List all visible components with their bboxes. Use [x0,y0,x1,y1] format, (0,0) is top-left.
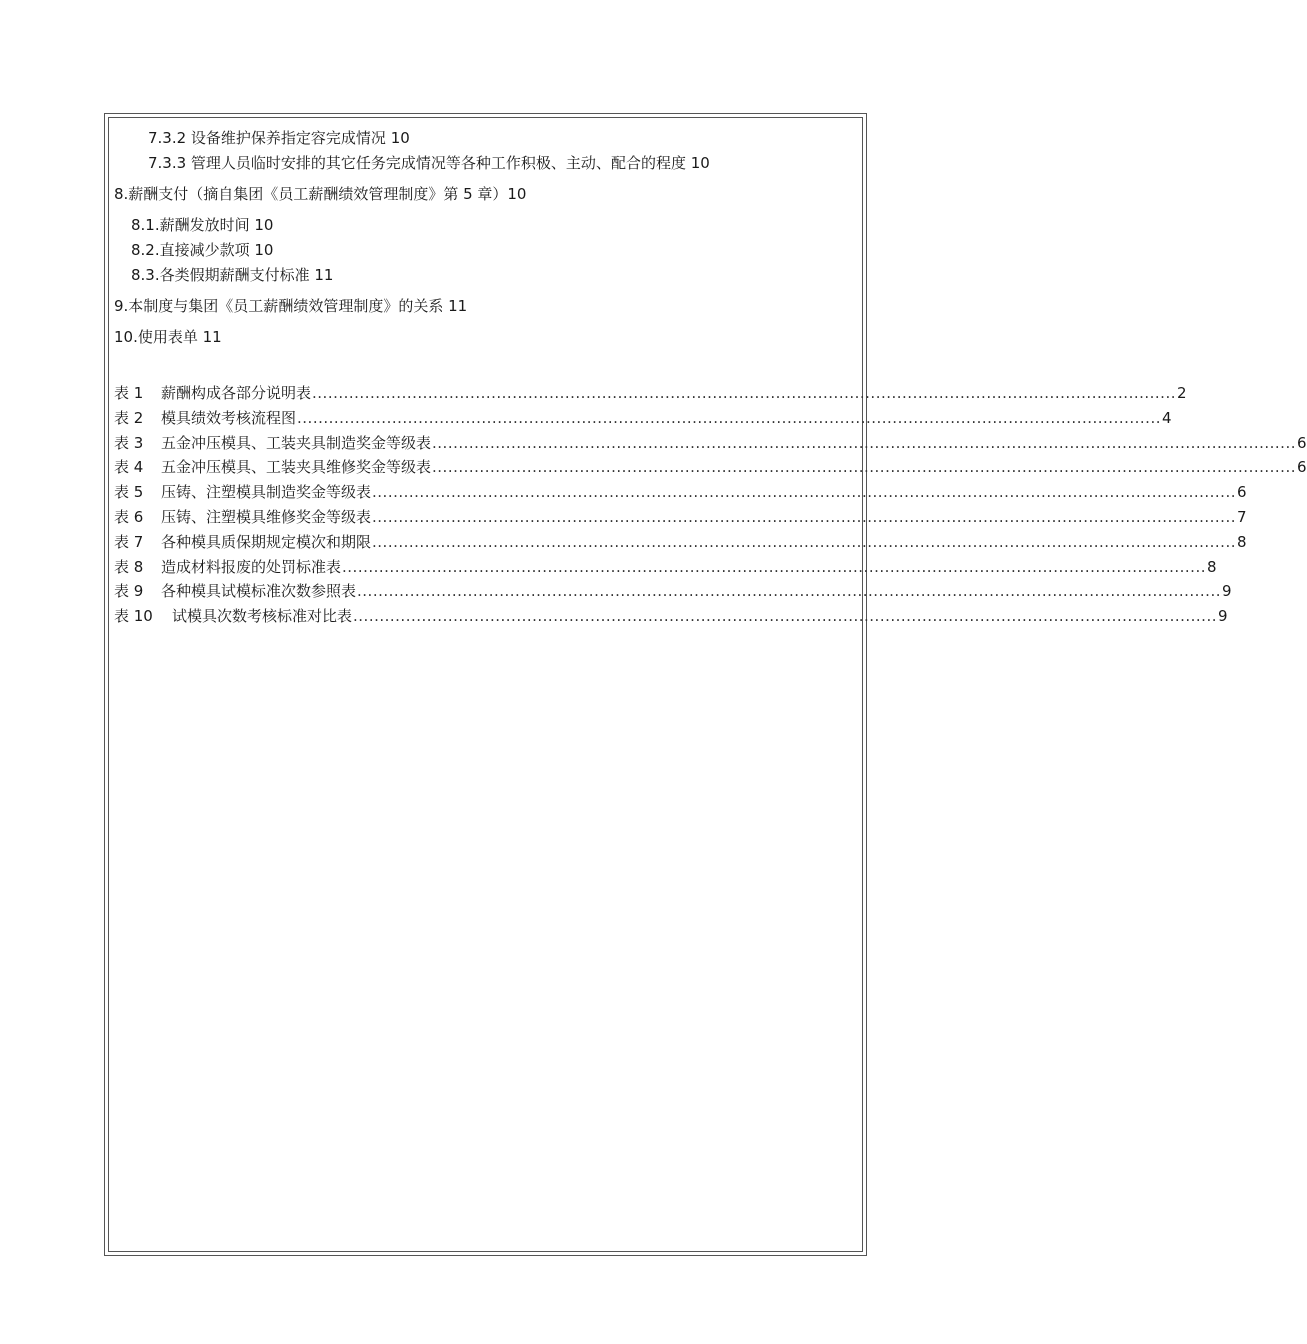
table-title: 五金冲压模具、工装夹具维修奖金等级表 [161,458,432,477]
dot-leader: .................................................................................................................................................................... [432,433,1296,452]
table-title: 薪酬构成各部分说明表 [161,384,312,402]
toc-entry-8-1[interactable]: 8.1.薪酬发放时间 10 [131,216,274,234]
table-list-item[interactable] [114,507,1247,532]
dot-leader: .................................................................................................................................................................... [342,557,1206,576]
table-page-number: 9 [1217,607,1228,626]
table-page-number: 6 [1236,483,1247,502]
table-page-number: 6 [1296,458,1307,477]
table-title: 各种模具质保期规定模次和期限 [161,532,372,551]
toc-entry-10[interactable]: 10.使用表单 11 [114,328,222,346]
table-number: 表 1 [114,384,144,402]
table-page-number: 8 [1206,557,1217,576]
table-page-number: 2 [1176,384,1187,402]
toc-entry-7-3-2[interactable]: 7.3.2 设备维护保养指定容完成情况 10 [148,129,410,147]
table-list-item[interactable] [114,606,1228,631]
toc-entry-9[interactable]: 9.本制度与集团《员工薪酬绩效管理制度》的关系 11 [114,297,468,315]
table-page-number: 9 [1221,582,1232,601]
table-number: 表 10 [114,607,153,626]
table-number: 表 8 [114,557,144,576]
table-title: 各种模具试模标准次数参照表 [161,582,357,601]
dot-leader: .................................................................................................................................................................... [432,458,1296,477]
table-list-item[interactable] [114,581,1232,606]
dot-leader: .................................................................................................................................................................... [353,607,1217,626]
table-list-item[interactable] [114,408,1172,433]
dot-leader: .................................................................................................................................................................... [372,507,1236,526]
table-number: 表 5 [114,483,144,502]
table-number: 表 6 [114,507,144,526]
dot-leader: .................................................................................................................................................................... [297,408,1161,427]
table-page-number: 7 [1236,507,1247,526]
table-list-item[interactable] [114,433,1307,458]
table-number: 表 2 [114,408,144,427]
table-page-number: 4 [1161,408,1172,427]
dot-leader: .................................................................................................................................................................... [372,483,1236,502]
table-page-number: 6 [1296,433,1307,452]
table-page-number: 8 [1236,532,1247,551]
table-list-item[interactable] [114,457,1307,482]
table-number: 表 3 [114,433,144,452]
dot-leader: .................................................................................................................................................................... [312,384,1176,402]
list-of-tables [114,383,1307,631]
toc-entry-7-3-3[interactable]: 7.3.3 管理人员临时安排的其它任务完成情况等各种工作积极、主动、配合的程度 10 [148,154,710,172]
table-number: 表 4 [114,458,144,477]
table-title: 压铸、注塑模具维修奖金等级表 [161,507,372,526]
table-title: 压铸、注塑模具制造奖金等级表 [161,483,372,502]
table-number: 表 9 [114,582,144,601]
table-list-item[interactable] [114,482,1247,507]
table-list-item[interactable] [114,383,1187,408]
table-list-item[interactable] [114,557,1217,582]
toc-entry-8[interactable]: 8.薪酬支付（摘自集团《员工薪酬绩效管理制度》第 5 章）10 [114,185,527,203]
dot-leader: .................................................................................................................................................................... [357,582,1221,601]
table-title: 五金冲压模具、工装夹具制造奖金等级表 [161,433,432,452]
table-title: 模具绩效考核流程图 [161,408,297,427]
table-title: 造成材料报废的处罚标准表 [161,557,342,576]
table-list-item[interactable] [114,532,1247,557]
toc-entry-8-3[interactable]: 8.3.各类假期薪酬支付标准 11 [131,266,334,284]
toc-entry-8-2[interactable]: 8.2.直接减少款项 10 [131,241,274,259]
table-title: 试模具次数考核标准对比表 [172,607,353,626]
dot-leader: .................................................................................................................................................................... [372,532,1236,551]
page-border-inner [108,117,863,1252]
table-number: 表 7 [114,532,144,551]
